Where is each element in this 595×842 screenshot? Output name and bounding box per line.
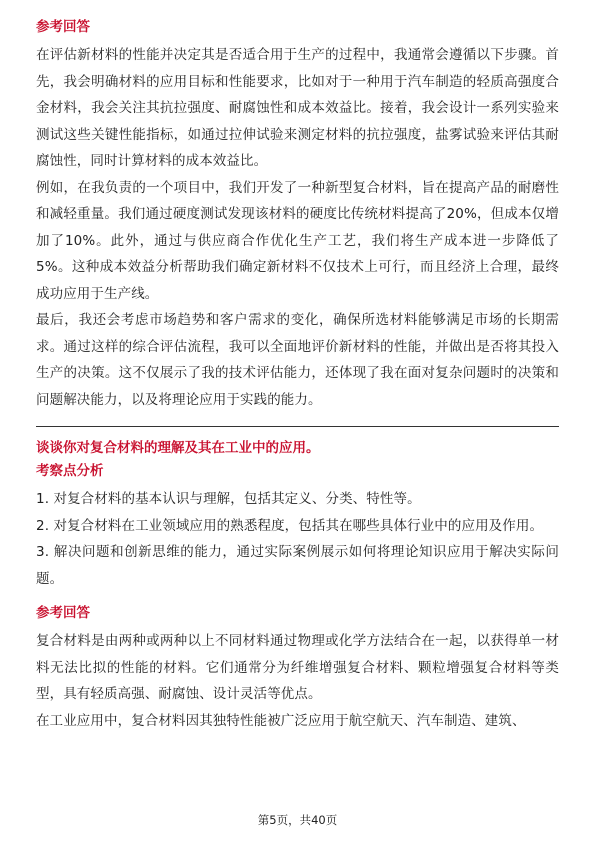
answer-paragraph: 在工业应用中，复合材料因其独特性能被广泛应用于航空航天、汽车制造、建筑、 — [36, 712, 526, 729]
analysis-heading: 考察点分析 — [36, 463, 104, 479]
reference-answer-heading: 参考回答 — [36, 605, 90, 621]
question-heading: 谈谈你对复合材料的理解及其在工业中的应用。 — [36, 440, 320, 456]
analysis-point: 3. 解决问题和创新思维的能力，通过实际案例展示如何将理论知识应用于解决实际问题。 — [36, 544, 559, 587]
document-page — [36, 16, 559, 734]
answer-paragraph: 在评估新材料的性能并决定其是否适合用于生产的过程中，我通常会遵循以下步骤。首先，我会明确材料的应用目标和性能要求，比如对于一种用于汽车制造的轻质高强度合金材料，我会关注其抗拉强度、耐腐蚀性和成本效益比。接着，我会设计一系列实验来测试这些关键性能指标，如通过拉伸试验来测定材料的抗拉强度，盐雾试验来评估其耐腐蚀性，同时计算材料的成本效益比。 — [36, 47, 559, 169]
analysis-point: 1. 对复合材料的基本认识与理解，包括其定义、分类、特性等。 — [36, 491, 421, 507]
section-divider — [36, 426, 559, 427]
page-footer: 第5页，共40页 — [257, 813, 338, 827]
answer-paragraph: 复合材料是由两种或两种以上不同材料通过物理或化学方法结合在一起，以获得单一材料无法比拟的性能的材料。它们通常分为纤维增强复合材料、颗粒增强复合材料等类型，具有轻质高强、耐腐蚀、设计灵活等优点。 — [36, 633, 559, 702]
answer-paragraph: 例如，在我负责的一个项目中，我们开发了一种新型复合材料，旨在提高产品的耐磨性和减轻重量。我们通过硬度测试发现该材料的硬度比传统材料提高了20%，但成本仅增加了10%。此外，通过与供应商合作优化生产工艺，我们将生产成本进一步降低了5%。这种成本效益分析帮助我们确定新材料不仅技术上可行，而且经济上合理，最终成功应用于生产线。 — [36, 179, 559, 302]
answer-paragraph: 最后，我还会考虑市场趋势和客户需求的变化，确保所选材料能够满足市场的长期需求。通过这样的综合评估流程，我可以全面地评价新材料的性能，并做出是否将其投入生产的决策。这不仅展示了我的技术评估能力，还体现了我在面对复杂问题时的决策和问题解决能力，以及将理论应用于实践的能力。 — [36, 312, 559, 408]
reference-answer-heading: 参考回答 — [36, 19, 90, 35]
analysis-point: 2. 对复合材料在工业领域应用的熟悉程度，包括其在哪些具体行业中的应用及作用。 — [36, 517, 544, 534]
